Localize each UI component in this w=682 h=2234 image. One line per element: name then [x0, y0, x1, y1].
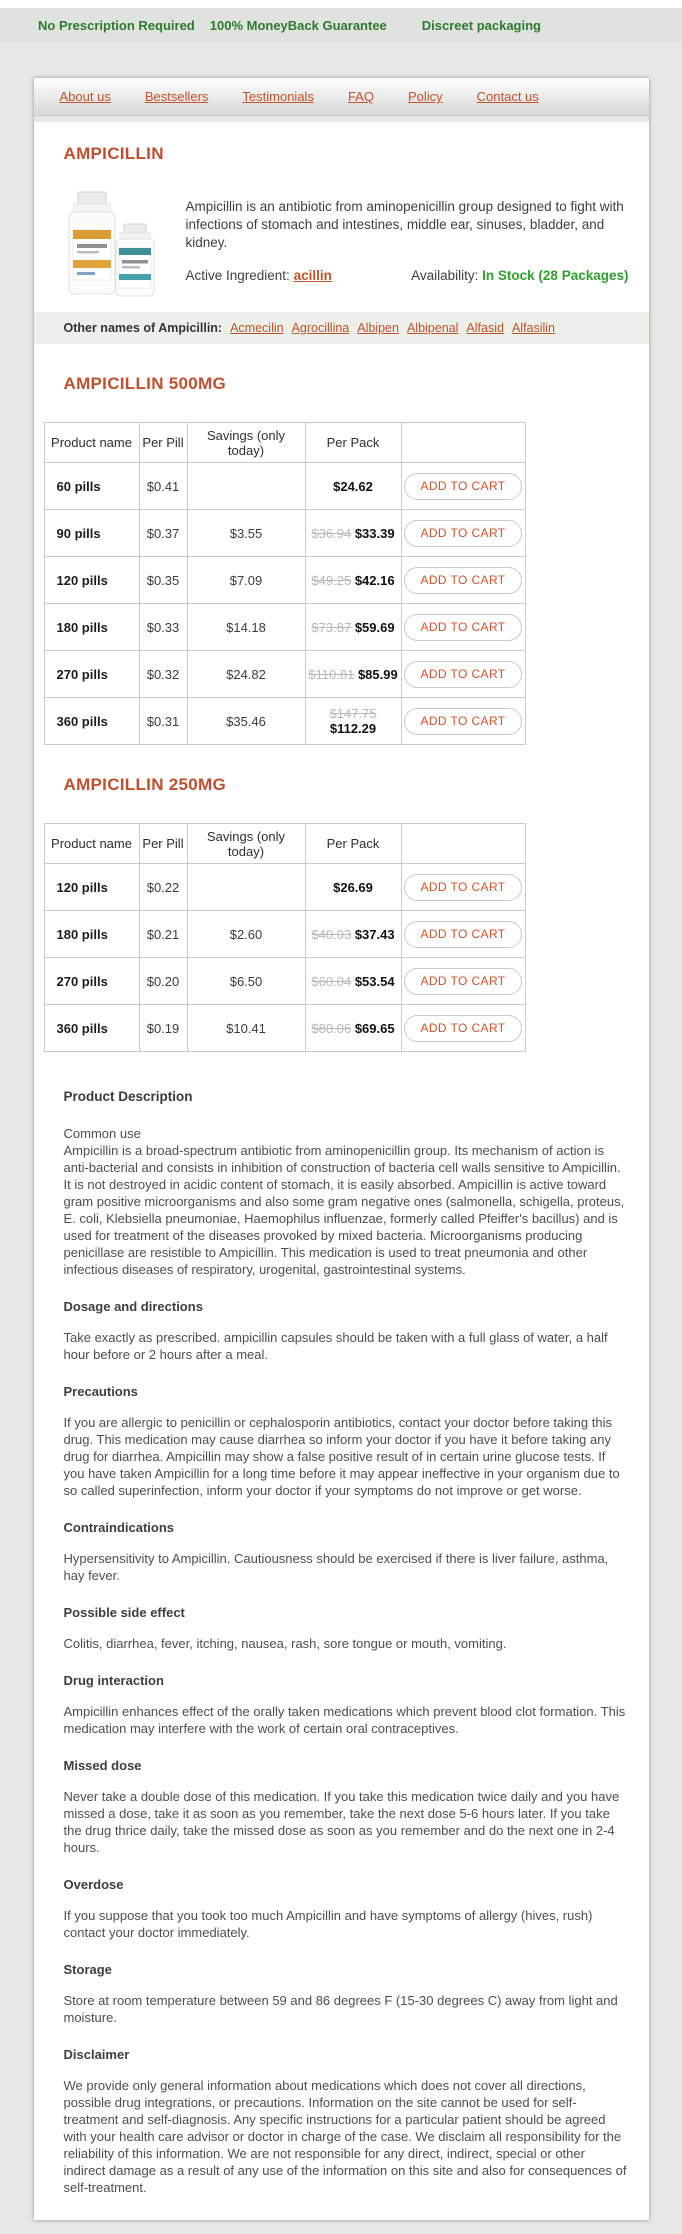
other-names-label: Other names of Ampicillin: — [63, 321, 223, 335]
description-section-text: We provide only general information about medications which does not cover all directions, possible drug integrations, or precautions. Information on the site cannot be used for self-treatment and self-diagnosis. Any specific instructions for a particular patient should be agreed with your health care advisor or doctor in charge of the case. We disclaim all responsibility for the reliability of this information. We are not responsible for any direct, indirect, special or other indirect damage as a result of any use of the information on this site and also for consequences of self-treatment. — [63, 2078, 627, 2195]
current-price: $33.39 — [354, 525, 395, 541]
availability-label: Availability: — [411, 268, 479, 283]
cart-cell — [401, 463, 525, 510]
description-section-text: Ampicillin is a broad-spectrum antibiotic from aminopenicillin group. Its mechanism of action is anti-bacterial and consists in inhibition of construction of bacteria cell walls sensitive to Ampicillin. It is not destroyed in acidic content of stomach, it is easily absorbed. Ampicillin is active toward gram positive microorganisms and also some gram negative ones (salmonella, schigella, proteus, E. coli, Klebsiella pneumoniae, Haemophilus influenzae, formerly called Pfeiffer's bacillus) and is used for treatment of the diseases provoked by mixed bacteria. Microorganisms producing penicillase are resistible to Ampicillin. This medication is used to treat pneumonia and other infectious diseases of respiratory, urogenital, gastrointestinal systems. — [63, 1143, 625, 1277]
description-section — [64, 1519, 629, 1584]
per-pill-cell: $0.41 — [139, 463, 187, 510]
spacer — [0, 42, 682, 78]
product-name-cell: 360 pills — [44, 698, 139, 745]
column-header: Savings (only today) — [187, 824, 305, 864]
description-section — [64, 1604, 629, 1652]
product-name-cell: 120 pills — [44, 557, 139, 604]
savings-cell: $35.46 — [187, 698, 305, 745]
per-pack-cell — [305, 651, 401, 698]
benefit-item: Discreet packaging — [421, 17, 541, 33]
description-section — [64, 1125, 629, 1278]
product-name-cell: 270 pills — [44, 958, 139, 1005]
per-pill-cell: $0.32 — [139, 651, 187, 698]
benefits-bar — [0, 8, 682, 42]
per-pack-cell — [305, 958, 401, 1005]
table-row — [44, 958, 525, 1005]
main-nav — [34, 78, 649, 116]
current-price: $112.29 — [329, 721, 377, 736]
other-name-link[interactable]: Acmecilin — [230, 321, 284, 335]
nav-link[interactable]: Testimonials — [242, 89, 314, 104]
description-section-text: Take exactly as prescribed. ampicillin capsules should be taken with a full glass of water, a half hour before or 2 hours after a meal. — [63, 1330, 608, 1362]
table-row — [44, 557, 525, 604]
column-header: Per Pill — [139, 423, 187, 463]
column-header: Product name — [44, 824, 139, 864]
other-name-link[interactable]: Albipen — [357, 321, 399, 335]
table-row — [44, 510, 525, 557]
old-price: $40.03 — [311, 926, 352, 942]
add-to-cart-button[interactable]: ADD TO CART — [404, 567, 522, 594]
benefit-item: 100% MoneyBack Guarantee — [209, 17, 387, 33]
product-name-cell: 270 pills — [44, 651, 139, 698]
table-header-row — [44, 824, 525, 864]
price-table-section — [34, 374, 649, 745]
product-summary — [34, 190, 649, 298]
active-ingredient — [186, 268, 332, 283]
availability — [411, 268, 628, 283]
current-price: $59.69 — [354, 619, 395, 635]
table-header-row — [44, 423, 525, 463]
description-section — [64, 1298, 629, 1363]
add-to-cart-button[interactable]: ADD TO CART — [404, 968, 522, 995]
cart-cell — [401, 911, 525, 958]
current-price: $37.43 — [354, 926, 395, 942]
per-pill-cell: $0.37 — [139, 510, 187, 557]
per-pack-cell — [305, 698, 401, 745]
per-pack-cell — [305, 557, 401, 604]
per-pack-cell — [305, 864, 401, 911]
benefit-item: No Prescription Required — [38, 17, 195, 33]
description-section-text: If you suppose that you took too much Ampicillin and have symptoms of allergy (hives, rush) contact your doctor immediately. — [63, 1908, 593, 1940]
product-image — [52, 190, 170, 298]
old-price: $73.87 — [311, 619, 352, 635]
product-name-cell: 360 pills — [44, 1005, 139, 1052]
availability-status: In Stock (28 Packages) — [482, 268, 629, 283]
product-name-cell: 120 pills — [44, 864, 139, 911]
table-row — [44, 698, 525, 745]
column-header — [401, 824, 525, 864]
other-name-link[interactable]: Agrocillina — [291, 321, 350, 335]
add-to-cart-button[interactable]: ADD TO CART — [404, 1015, 522, 1042]
product-description: Ampicillin is an antibiotic from aminopenicillin group designed to fight with infections of stomach and intestines, middle ear, sinuses, bladder, and kidney. — [185, 199, 624, 250]
price-table — [44, 823, 526, 1052]
current-price: $53.54 — [354, 973, 395, 989]
current-price: $42.16 — [354, 572, 395, 588]
old-price: $110.81 — [308, 666, 355, 682]
add-to-cart-button[interactable]: ADD TO CART — [404, 661, 522, 688]
description-section-heading: Overdose — [63, 1877, 124, 1892]
add-to-cart-button[interactable]: ADD TO CART — [404, 921, 522, 948]
description-section-heading: Common use — [63, 1126, 141, 1141]
other-name-link[interactable]: Alfasilin — [511, 321, 556, 335]
description-section-heading: Missed dose — [63, 1758, 142, 1773]
per-pill-cell: $0.19 — [139, 1005, 187, 1052]
cart-cell — [401, 651, 525, 698]
column-header: Product name — [44, 423, 139, 463]
product-description-section — [34, 1052, 649, 2196]
description-section-text: Store at room temperature between 59 and 86 degrees F (15-30 degrees C) away from light and moisture. — [63, 1993, 618, 2025]
column-header — [401, 423, 525, 463]
current-price: $26.69 — [333, 879, 373, 895]
per-pill-cell: $0.22 — [139, 864, 187, 911]
price-table — [44, 422, 526, 745]
product-name-cell: 180 pills — [44, 911, 139, 958]
description-section — [64, 1757, 629, 1856]
savings-cell: $6.50 — [187, 958, 305, 1005]
description-section-text: Never take a double dose of this medication. If you take this medication twice daily and you have missed a dose, take it as soon as you remember, take the next dose 5-6 hours later. If you take the drug thrice daily, take the missed dose as soon as you remember and do the next one in 2-4 hours. — [63, 1789, 620, 1855]
description-section — [64, 1961, 629, 2026]
old-price: $49.25 — [311, 572, 352, 588]
spacer — [0, 2220, 682, 2234]
table-row — [44, 604, 525, 651]
cart-cell — [401, 1005, 525, 1052]
savings-cell: $14.18 — [187, 604, 305, 651]
description-section-heading: Storage — [63, 1962, 112, 1977]
product-name-cell: 180 pills — [44, 604, 139, 651]
description-section-text: Colitis, diarrhea, fever, itching, nausea, rash, sore tongue or mouth, vomiting. — [63, 1636, 507, 1651]
add-to-cart-button[interactable]: ADD TO CART — [404, 473, 522, 500]
savings-cell: $2.60 — [187, 911, 305, 958]
add-to-cart-button[interactable]: ADD TO CART — [404, 708, 522, 735]
product-info — [186, 190, 629, 298]
description-section-heading: Possible side effect — [63, 1605, 185, 1620]
per-pack-cell — [305, 510, 401, 557]
cart-cell — [401, 604, 525, 651]
column-header: Savings (only today) — [187, 423, 305, 463]
table-row — [44, 651, 525, 698]
add-to-cart-button[interactable]: ADD TO CART — [404, 874, 522, 901]
page-title: AMPICILLIN — [63, 144, 164, 163]
old-price: $36.94 — [311, 525, 352, 541]
active-ingredient-link[interactable]: acillin — [293, 268, 332, 283]
description-section-heading: Drug interaction — [63, 1673, 164, 1688]
other-names-bar — [34, 312, 649, 344]
description-title: Product Description — [63, 1089, 193, 1104]
old-price: $60.04 — [311, 973, 352, 989]
per-pill-cell: $0.21 — [139, 911, 187, 958]
description-section — [64, 1876, 629, 1941]
savings-cell: $3.55 — [187, 510, 305, 557]
cart-cell — [401, 557, 525, 604]
current-price: $85.99 — [357, 666, 398, 682]
description-section-heading: Disclaimer — [63, 2047, 130, 2062]
per-pill-cell: $0.20 — [139, 958, 187, 1005]
nav-link[interactable]: Policy — [407, 89, 443, 104]
description-section-text: Ampicillin enhances effect of the orally taken medications which prevent blood clot formation. This medication may interfere with the work of certain oral contraceptives. — [63, 1704, 626, 1736]
add-to-cart-button[interactable]: ADD TO CART — [404, 520, 522, 547]
cart-cell — [401, 958, 525, 1005]
ingredient-availability-row — [186, 268, 629, 283]
top-strip — [0, 0, 682, 8]
description-section — [64, 1672, 629, 1737]
pill-bottles-illustration — [52, 190, 170, 298]
per-pack-cell — [305, 911, 401, 958]
column-header: Per Pack — [305, 423, 401, 463]
product-name-cell: 90 pills — [44, 510, 139, 557]
description-section-heading: Dosage and directions — [63, 1299, 203, 1314]
nav-link[interactable]: About us — [59, 89, 111, 104]
column-header: Per Pack — [305, 824, 401, 864]
cart-cell — [401, 864, 525, 911]
price-tables — [34, 374, 649, 1052]
nav-link[interactable]: Bestsellers — [144, 89, 209, 104]
description-section-text: Hypersensitivity to Ampicillin. Cautiousness should be exercised if there is liver failure, asthma, hay fever. — [63, 1551, 609, 1583]
nav-link[interactable]: FAQ — [347, 89, 374, 104]
cart-cell — [401, 698, 525, 745]
table-row — [44, 864, 525, 911]
product-page-card — [34, 122, 649, 2220]
savings-cell: $10.41 — [187, 1005, 305, 1052]
price-table-section — [34, 775, 649, 1052]
table-row — [44, 1005, 525, 1052]
current-price: $69.65 — [354, 1020, 395, 1036]
per-pack-cell — [305, 463, 401, 510]
other-name-link[interactable]: Albipenal — [406, 321, 459, 335]
cart-cell — [401, 510, 525, 557]
description-section — [64, 1383, 629, 1499]
table-row — [44, 463, 525, 510]
description-section-heading: Precautions — [63, 1384, 138, 1399]
old-price: $80.06 — [311, 1020, 352, 1036]
per-pill-cell: $0.35 — [139, 557, 187, 604]
savings-cell — [187, 864, 305, 911]
other-name-link[interactable]: Alfasid — [466, 321, 504, 335]
description-section — [64, 2046, 629, 2196]
column-header: Per Pill — [139, 824, 187, 864]
active-ingredient-label: Active Ingredient: — [185, 268, 290, 283]
per-pill-cell: $0.33 — [139, 604, 187, 651]
table-row — [44, 911, 525, 958]
price-table-title: AMPICILLIN 250MG — [63, 775, 227, 794]
nav-link[interactable]: Contact us — [476, 89, 539, 104]
per-pack-cell — [305, 604, 401, 651]
per-pack-cell — [305, 1005, 401, 1052]
old-price: $147.75 — [329, 706, 377, 721]
description-section-text: If you are allergic to penicillin or cephalosporin antibiotics, contact your doctor before taking this drug. This medication may cause diarrhea so inform your doctor if you have it before taking any drug for diarrhea. Ampicillin may show a false positive result of in certain urine glucose tests. If you have taken Ampicillin for a long time before it may appear ineffective in your organism due to so called superinfection, inform your doctor if your symptoms do not improve or get worse. — [63, 1415, 620, 1498]
per-pill-cell: $0.31 — [139, 698, 187, 745]
product-name-cell: 60 pills — [44, 463, 139, 510]
savings-cell: $24.82 — [187, 651, 305, 698]
add-to-cart-button[interactable]: ADD TO CART — [404, 614, 522, 641]
price-table-title: AMPICILLIN 500MG — [63, 374, 227, 393]
savings-cell: $7.09 — [187, 557, 305, 604]
current-price: $24.62 — [333, 478, 373, 494]
content-column — [34, 78, 649, 2220]
savings-cell — [187, 463, 305, 510]
description-section-heading: Contraindications — [63, 1520, 175, 1535]
